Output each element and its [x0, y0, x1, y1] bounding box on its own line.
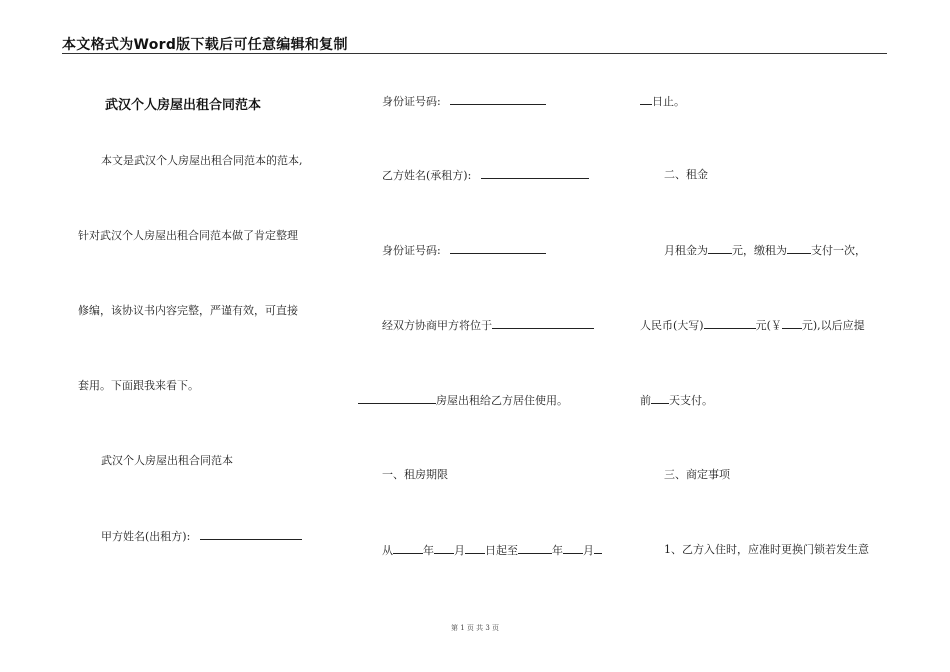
end-day-blank	[594, 543, 602, 554]
contract-title: 武汉个人房屋出租合同范本	[101, 454, 233, 467]
from-label: 从	[382, 544, 393, 557]
document-header: 本文格式为Word版下载后可任意编辑和复制	[62, 37, 348, 53]
header-divider	[62, 53, 887, 54]
end-year-blank	[518, 543, 552, 554]
party-b-blank	[481, 168, 589, 179]
end-day-line	[640, 94, 685, 109]
end-month-blank	[563, 543, 583, 554]
start-month-blank	[434, 543, 454, 554]
monthly-rent-blank	[708, 243, 732, 254]
end-day-label: 日止。	[652, 95, 685, 108]
rmb-symbol-label: 元(￥	[755, 319, 782, 332]
intro-line-4: 套用。下面跟我来看下。	[78, 379, 199, 392]
id-number-line-2	[382, 243, 546, 258]
agreement-line	[382, 318, 594, 333]
party-a-line	[101, 529, 302, 544]
id-number-blank-1	[450, 94, 546, 105]
document-title: 武汉个人房屋出租合同范本	[105, 98, 262, 113]
start-day-blank	[465, 543, 485, 554]
rmb-uppercase-label: 人民币(大写)	[640, 319, 704, 332]
start-year-blank	[393, 543, 423, 554]
agreement-text: 经双方协商甲方将位于	[382, 319, 492, 332]
section-rent: 二、租金	[664, 168, 708, 181]
payment-cycle-label: 元，缴租为	[732, 244, 787, 257]
advance-pay-label: 天支付。	[669, 394, 713, 407]
monthly-rent-label: 月租金为	[664, 244, 708, 257]
lease-use-line	[358, 393, 568, 408]
intro-line-3: 修编，该协议书内容完整，严谨有效，可直接	[78, 304, 298, 317]
id-number-label-1: 身份证号码:	[382, 95, 441, 108]
party-b-line	[382, 168, 589, 183]
month-label-2: 月	[583, 544, 594, 557]
id-number-label-2: 身份证号码:	[382, 244, 441, 257]
advance-days-blank	[651, 393, 669, 404]
payment-cycle-blank	[787, 243, 811, 254]
party-b-label: 乙方姓名(承租方):	[382, 169, 472, 182]
year-label-2: 年	[552, 544, 563, 557]
page-number: 第 1 页 共 3 页	[450, 624, 500, 632]
section-lease-term: 一、租房期限	[382, 468, 448, 481]
party-a-blank	[200, 529, 302, 540]
property-blank	[358, 393, 436, 404]
rmb-uppercase-blank	[704, 318, 756, 329]
advance-label: 前	[640, 394, 651, 407]
rmb-advance-label: 元),以后应提	[801, 319, 865, 332]
section-agreements: 三、商定事项	[664, 468, 730, 481]
id-number-line-1	[382, 94, 546, 109]
party-a-label: 甲方姓名(出租方):	[101, 530, 191, 543]
month-label-1: 月	[454, 544, 465, 557]
lease-use-text: 房屋出租给乙方居住使用。	[436, 394, 568, 407]
id-number-blank-2	[450, 243, 546, 254]
payment-once-label: 支付一次，	[811, 244, 866, 257]
rmb-line	[640, 318, 865, 333]
year-label-1: 年	[423, 544, 434, 557]
address-blank	[492, 318, 594, 329]
intro-line-1: 本文是武汉个人房屋出租合同范本的范本,	[101, 154, 303, 167]
monthly-rent-line	[664, 243, 866, 258]
end-day-blank-cont	[640, 94, 652, 105]
advance-days-line	[640, 393, 713, 408]
lease-term-line	[382, 543, 602, 558]
rmb-amount-blank	[782, 318, 802, 329]
agreement-item-1: 1、乙方入住时，应准时更换门锁若发生意	[664, 543, 869, 556]
day-until-label: 日起至	[485, 544, 518, 557]
intro-line-2: 针对武汉个人房屋出租合同范本做了肯定整理	[78, 229, 298, 242]
